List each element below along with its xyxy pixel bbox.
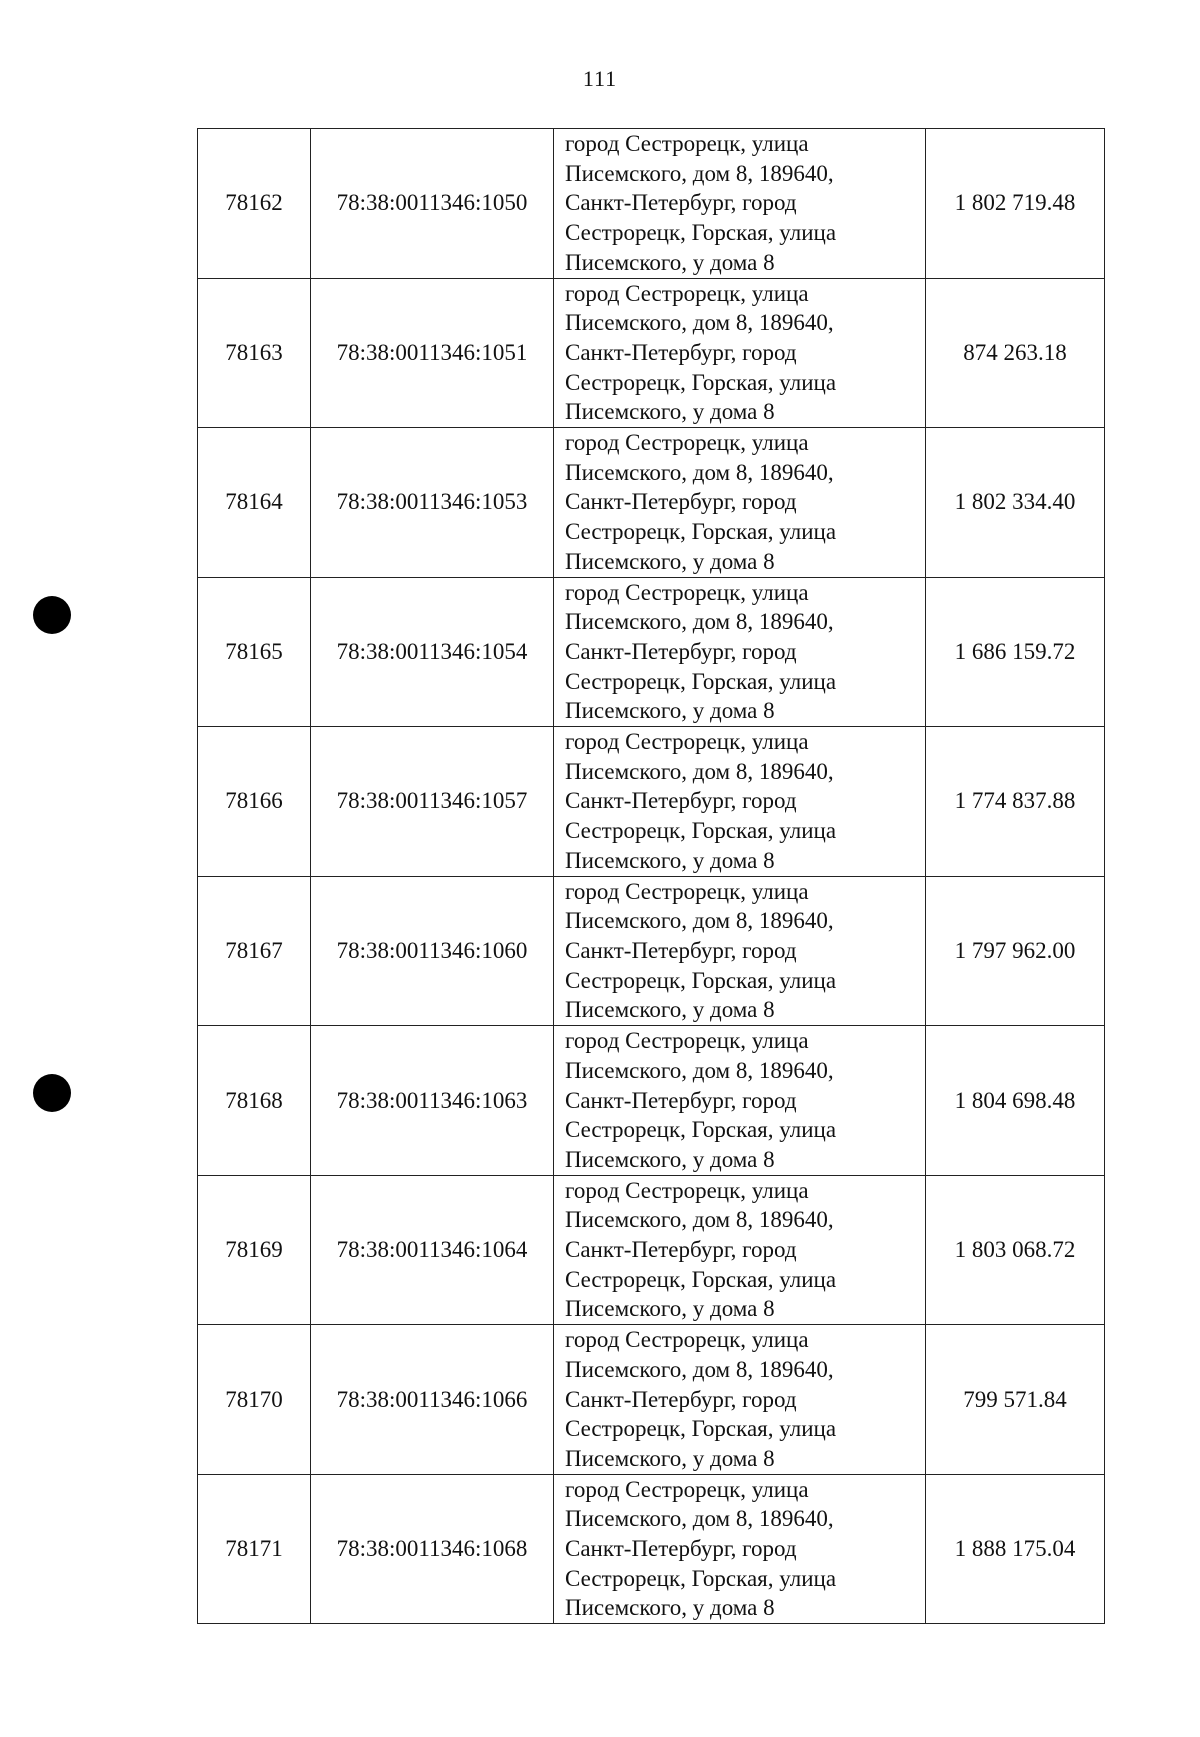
address-cell (554, 428, 926, 578)
cadastral-value-cell: 874 263.18 (926, 278, 1105, 428)
table-row (198, 1325, 1105, 1475)
address-cell (554, 727, 926, 877)
address-line: Писемского, у дома 8 (565, 1595, 775, 1621)
address-cell (554, 577, 926, 727)
table-row (198, 428, 1105, 578)
address-cell (554, 1474, 926, 1624)
address-line: Писемского, дом 8, 189640, (565, 908, 834, 934)
address-line: Сестрорецк, Горская, улица (565, 818, 837, 844)
table-row (198, 727, 1105, 877)
punch-hole-top (33, 596, 71, 634)
cadastral-number-cell: 78:38:0011346:1068 (311, 1474, 554, 1624)
address-line: город Сестрорецк, улица (565, 1177, 809, 1203)
cadastral-number-cell: 78:38:0011346:1050 (311, 129, 554, 279)
address-cell (554, 1175, 926, 1325)
address-line: город Сестрорецк, улица (565, 1028, 809, 1054)
address-line: Сестрорецк, Горская, улица (565, 1416, 837, 1442)
table-row (198, 1026, 1105, 1176)
table-row (198, 1175, 1105, 1325)
address-line: Санкт-Петербург, город (565, 1536, 797, 1562)
table-row (198, 1474, 1105, 1624)
address-line: Санкт-Петербург, город (565, 489, 797, 515)
address-line: город Сестрорецк, улица (565, 1327, 809, 1353)
table-row (198, 278, 1105, 428)
punch-hole-bottom (33, 1074, 71, 1112)
address-line: Писемского, у дома 8 (565, 399, 775, 425)
table-body (198, 129, 1105, 1624)
row-number-cell: 78167 (198, 876, 311, 1026)
address-cell (554, 876, 926, 1026)
address-line: город Сестрорецк, улица (565, 878, 809, 904)
address-line: Писемского, у дома 8 (565, 997, 775, 1023)
row-number-cell: 78171 (198, 1474, 311, 1624)
cadastral-number-cell: 78:38:0011346:1051 (311, 278, 554, 428)
row-number-cell: 78162 (198, 129, 311, 279)
address-line: Писемского, дом 8, 189640, (565, 459, 834, 485)
address-cell (554, 1325, 926, 1475)
address-cell (554, 129, 926, 279)
address-line: Сестрорецк, Горская, улица (565, 967, 837, 993)
address-line: Писемского, у дома 8 (565, 548, 775, 574)
address-line: Санкт-Петербург, город (565, 1386, 797, 1412)
address-line: Сестрорецк, Горская, улица (565, 220, 837, 246)
address-line: Писемского, у дома 8 (565, 1296, 775, 1322)
row-number-cell: 78170 (198, 1325, 311, 1475)
address-line: Писемского, дом 8, 189640, (565, 1356, 834, 1382)
address-line: Санкт-Петербург, город (565, 190, 797, 216)
address-line: Сестрорецк, Горская, улица (565, 369, 837, 395)
address-line: город Сестрорецк, улица (565, 430, 809, 456)
address-line: город Сестрорецк, улица (565, 579, 809, 605)
cadastral-number-cell: 78:38:0011346:1064 (311, 1175, 554, 1325)
cadastral-value-cell: 1 803 068.72 (926, 1175, 1105, 1325)
address-line: Санкт-Петербург, город (565, 1237, 797, 1263)
address-line: Санкт-Петербург, город (565, 638, 797, 664)
address-line: Писемского, дом 8, 189640, (565, 160, 834, 186)
address-line: Писемского, у дома 8 (565, 1445, 775, 1471)
address-line: Санкт-Петербург, город (565, 339, 797, 365)
address-line: Писемского, дом 8, 189640, (565, 758, 834, 784)
address-line: Писемского, дом 8, 189640, (565, 609, 834, 635)
cadastral-value-cell: 1 802 719.48 (926, 129, 1105, 279)
address-line: Писемского, у дома 8 (565, 698, 775, 724)
cadastral-number-cell: 78:38:0011346:1053 (311, 428, 554, 578)
address-line: Санкт-Петербург, город (565, 788, 797, 814)
address-line: Санкт-Петербург, город (565, 937, 797, 963)
address-line: Сестрорецк, Горская, улица (565, 1565, 837, 1591)
address-line: Писемского, у дома 8 (565, 847, 775, 873)
address-line: город Сестрорецк, улица (565, 1476, 809, 1502)
address-line: Сестрорецк, Горская, улица (565, 1117, 837, 1143)
row-number-cell: 78164 (198, 428, 311, 578)
address-line: Писемского, у дома 8 (565, 1146, 775, 1172)
address-line: город Сестрорецк, улица (565, 280, 809, 306)
page-number: 111 (582, 66, 618, 91)
table-row (198, 129, 1105, 279)
row-number-cell: 78163 (198, 278, 311, 428)
address-line: город Сестрорецк, улица (565, 729, 809, 755)
cadastral-number-cell: 78:38:0011346:1063 (311, 1026, 554, 1176)
cadastral-value-cell: 1 888 175.04 (926, 1474, 1105, 1624)
row-number-cell: 78169 (198, 1175, 311, 1325)
cadastral-value-cell: 1 797 962.00 (926, 876, 1105, 1026)
address-line: город Сестрорецк, улица (565, 131, 809, 156)
address-line: Писемского, дом 8, 189640, (565, 310, 834, 336)
address-line: Сестрорецк, Горская, улица (565, 519, 837, 545)
address-line: Сестрорецк, Горская, улица (565, 668, 837, 694)
address-line: Писемского, дом 8, 189640, (565, 1506, 834, 1532)
table-row (198, 876, 1105, 1026)
row-number-cell: 78168 (198, 1026, 311, 1176)
cadastral-value-cell: 1 774 837.88 (926, 727, 1105, 877)
cadastral-number-cell: 78:38:0011346:1066 (311, 1325, 554, 1475)
address-line: Писемского, у дома 8 (565, 249, 775, 275)
cadastral-value-cell: 1 804 698.48 (926, 1026, 1105, 1176)
cadastral-number-cell: 78:38:0011346:1057 (311, 727, 554, 877)
cadastral-number-cell: 78:38:0011346:1060 (311, 876, 554, 1026)
address-cell (554, 278, 926, 428)
cadastral-value-cell: 1 686 159.72 (926, 577, 1105, 727)
address-cell (554, 1026, 926, 1176)
cadastral-value-cell: 1 802 334.40 (926, 428, 1105, 578)
address-line: Санкт-Петербург, город (565, 1087, 797, 1113)
address-line: Писемского, дом 8, 189640, (565, 1207, 834, 1233)
row-number-cell: 78165 (198, 577, 311, 727)
table-row (198, 577, 1105, 727)
address-line: Писемского, дом 8, 189640, (565, 1057, 834, 1083)
cadastral-number-cell: 78:38:0011346:1054 (311, 577, 554, 727)
property-table (197, 128, 1105, 1624)
address-line: Сестрорецк, Горская, улица (565, 1266, 837, 1292)
row-number-cell: 78166 (198, 727, 311, 877)
cadastral-value-cell: 799 571.84 (926, 1325, 1105, 1475)
